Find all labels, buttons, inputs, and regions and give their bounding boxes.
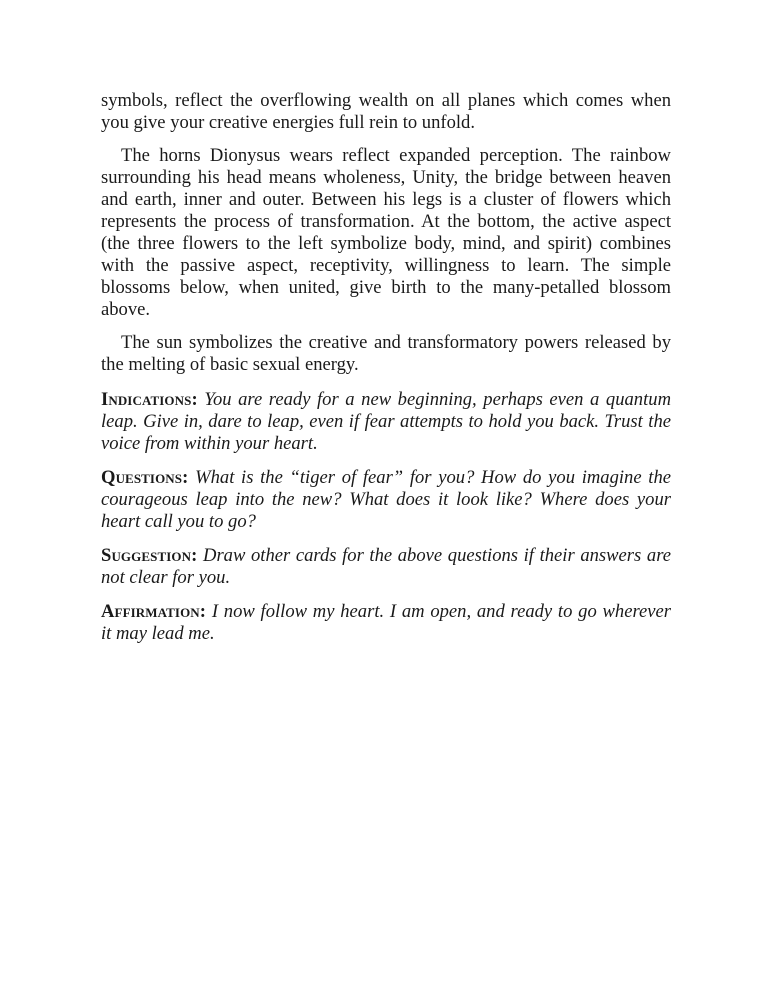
indications-text: You are ready for a new beginning, perhaps even a quantum leap. Give in, dare to leap, even if fear attempts to hold you back. Trust the voice from within your heart. bbox=[101, 389, 671, 454]
affirmation-text: I now follow my heart. I am open, and ready to go wherever it may lead me. bbox=[101, 601, 671, 644]
section-indications bbox=[101, 389, 671, 455]
indications-label: Indications: bbox=[101, 389, 198, 410]
questions-label: Questions: bbox=[101, 467, 189, 488]
section-suggestion bbox=[101, 545, 671, 589]
suggestion-label: Suggestion: bbox=[101, 545, 198, 566]
document-page bbox=[101, 90, 671, 657]
paragraph-symbols: symbols, reflect the overflowing wealth on all planes which comes when you give your creative energies full rein to unfold. bbox=[101, 90, 671, 133]
paragraph-sun: The sun symbolizes the creative and transformatory powers released by the melting of basic sexual energy. bbox=[101, 332, 671, 375]
section-questions bbox=[101, 467, 671, 533]
section-affirmation bbox=[101, 601, 671, 645]
paragraph-horns: The horns Dionysus wears reflect expanded perception. The rainbow surrounding his head means wholeness, Unity, the bridge between heaven and earth, inner and outer. Between his legs is a cluster of flowers which represents the process of transformation. At the bottom, the active aspect (the three flowers to the left symbolize body, mind, and spirit) combines with the passive aspect, receptivity, willingness to learn. The simple blossoms below, when united, give birth to the many-petalled blossom above. bbox=[101, 145, 671, 320]
suggestion-text: Draw other cards for the above questions if their answers are not clear for you. bbox=[101, 545, 671, 588]
affirmation-label: Affirmation: bbox=[101, 601, 207, 622]
questions-text: What is the “tiger of fear” for you? How do you imagine the courageous leap into the new? What does it look like? Where does your heart call you to go? bbox=[101, 467, 672, 532]
